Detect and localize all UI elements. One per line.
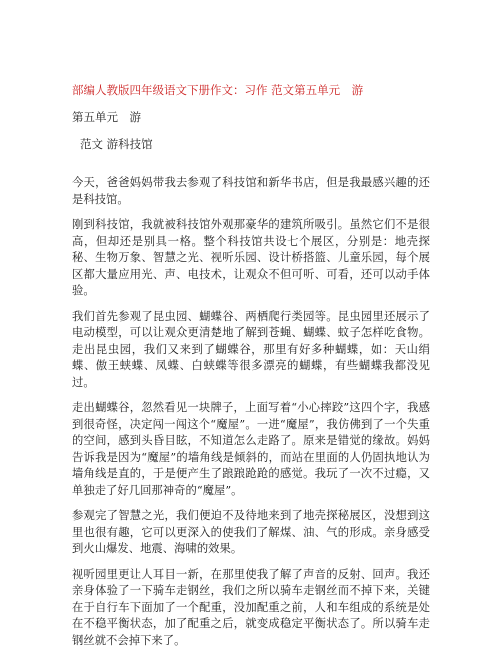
unit-title: 第五单元 游 — [72, 109, 430, 125]
paragraph-intro: 今天，爸爸妈妈带我去参观了科技馆和新华书店，但是我最感兴趣的还是科技馆。 — [72, 175, 430, 208]
paragraph-building: 刚到科技馆，我就被科技馆外观那豪华的建筑所吸引。虽然它们不是很高，但却还是别具一格。整个科技馆共设七个展区，分别是：地壳探秘、生物万象、智慧之光、视听乐园、设计桥搭篮、儿童乐园，每个展区都大量应用光、声、电技术，让观众不但可听、可看，还可以动手体验。 — [72, 217, 430, 300]
paragraph-magic-house: 走出蝴蝶谷，忽然看见一块牌子，上面写着“小心摔跤”这四个字，我感到很奇怪，决定闯一闯这个“魔屋”。一进“魔屋”，我仿佛到了一个失重的空间，感到头昏目眩，不知道怎么走路了。原来是错觉的缘故。妈妈告诉我是因为“魔屋”的墙角线是倾斜的，而站在里面的人仍固执地认为墙角线是直的，于是便产生了踉踉跄跄的感觉。我玩了一次不过瘾，又单独走了好几回那神奇的“魔屋”。 — [72, 400, 430, 499]
document-title: 部编人教版四年级语文下册作文：习作 范文第五单元 游 — [72, 82, 430, 98]
essay-title: 范文 游科技馆 — [80, 136, 430, 152]
paragraph-audio-visual: 视听园里更让人耳目一新，在那里使我了解了声音的反射、回声。我还亲身体验了一下骑车走钢丝，我们之所以骑车走钢丝而不掉下来，关键在于自行车下面加了一个配重，没加配重之前，人和车组成的系统是处在不稳平衡状态，加了配重之后，就变成稳定平衡状态了。所以骑车走钢丝就不会掉下来了。 — [72, 567, 430, 649]
paragraph-earth-crust: 参观完了智慧之光，我们便迫不及待地来到了地壳探秘展区，没想到这里也很有趣，它可以更深入的使我们了解煤、油、气的形成。亲身感受到火山爆发、地震、海啸的效果。 — [72, 508, 430, 558]
paragraph-insects: 我们首先参观了昆虫园、蝴蝶谷、两栖爬行类园等。昆虫园里还展示了电动模型，可以让观众更清楚地了解到苍蝇、蝴蝶、蚊子怎样吃食物。走出昆虫园，我们又来到了蝴蝶谷，那里有好多种蝴蝶，如：天山绢蝶、傲王蛱蝶、凤蝶、白蛱蝶等很多漂亮的蝴蝶，有些蝴蝶我都没见过。 — [72, 309, 430, 392]
